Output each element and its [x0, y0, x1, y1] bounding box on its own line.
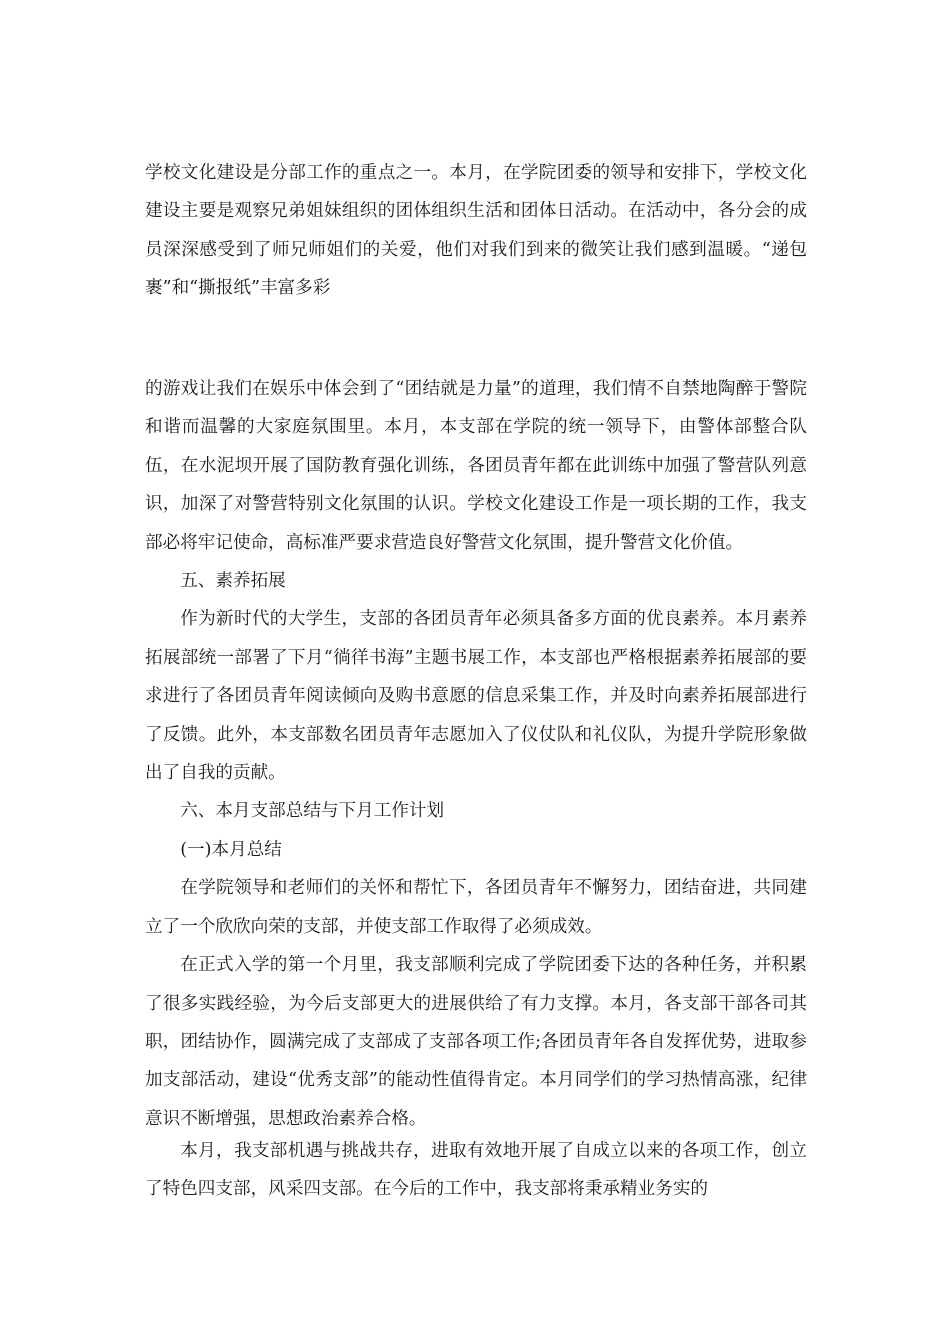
paragraph: 在学院领导和老师们的关怀和帮忙下，各团员青年不懈努力，团结奋进，共同建立了一个欣欣向荣的支部，并使支部工作取得了必须成效。	[145, 878, 807, 937]
section-heading: 五、素养拓展	[180, 571, 286, 592]
paragraph: 本月，我支部机遇与挑战共存，进取有效地开展了自成立以来的各项工作，创立了特色四支部，风采四支部。在今后的工作中，我支部将秉承精业务实的	[145, 1141, 807, 1200]
paragraph: 在正式入学的第一个月里，我支部顺利完成了学院团委下达的各种任务，并积累了很多实践经验，为今后支部更大的进展供给了有力支撑。本月，各支部干部各司其职，团结协作，圆满完成了支部成了支部各项工作;各团员青年各自发挥优势，进取参加支部活动，建设“优秀支部”的能动性值得肯定。本月同学们的学习热情高涨，纪律意识不断增强，思想政治素养合格。	[145, 955, 807, 1129]
paragraph: 学校文化建设是分部工作的重点之一。本月，在学院团委的领导和安排下，学校文化建设主要是观察兄弟姐妹组织的团体组织生活和团体日活动。在活动中，各分会的成员深深感受到了师兄师姐们的关爱，他们对我们到来的微笑让我们感到温暖。“递包裹”和“撕报纸”丰富多彩	[145, 163, 807, 299]
text-block-main	[145, 370, 807, 1138]
paragraph: 作为新时代的大学生，支部的各团员青年必须具备多方面的优良素养。本月素养拓展部统一部署了下月“徜徉书海”主题书展工作，本支部也严格根据素养拓展部的要求进行了各团员青年阅读倾向及购书意愿的信息采集工作，并及时向素养拓展部进行了反馈。此外，本支部数名团员青年志愿加入了仪仗队和礼仪队，为提升学院形象做出了自我的贡献。	[145, 609, 807, 784]
paragraph: 的游戏让我们在娱乐中体会到了“团结就是力量”的道理，我们情不自禁地陶醉于警院和谐而温馨的大家庭氛围里。本月，本支部在学院的统一领导下，由警体部整合队伍，在水泥坝开展了国防教育强化训练，各团员青年都在此训练中加强了警营队列意识，加深了对警营特别文化氛围的认识。学校文化建设工作是一项长期的工作，我支部必将牢记使命，高标准严要求营造良好警营文化氛围，提升警营文化价值。	[145, 379, 807, 553]
subsection-heading: (一)本月总结	[180, 839, 282, 860]
text-block-bottom	[145, 1132, 807, 1209]
text-block-top	[145, 154, 807, 308]
section-heading: 六、本月支部总结与下月工作计划	[180, 801, 445, 822]
